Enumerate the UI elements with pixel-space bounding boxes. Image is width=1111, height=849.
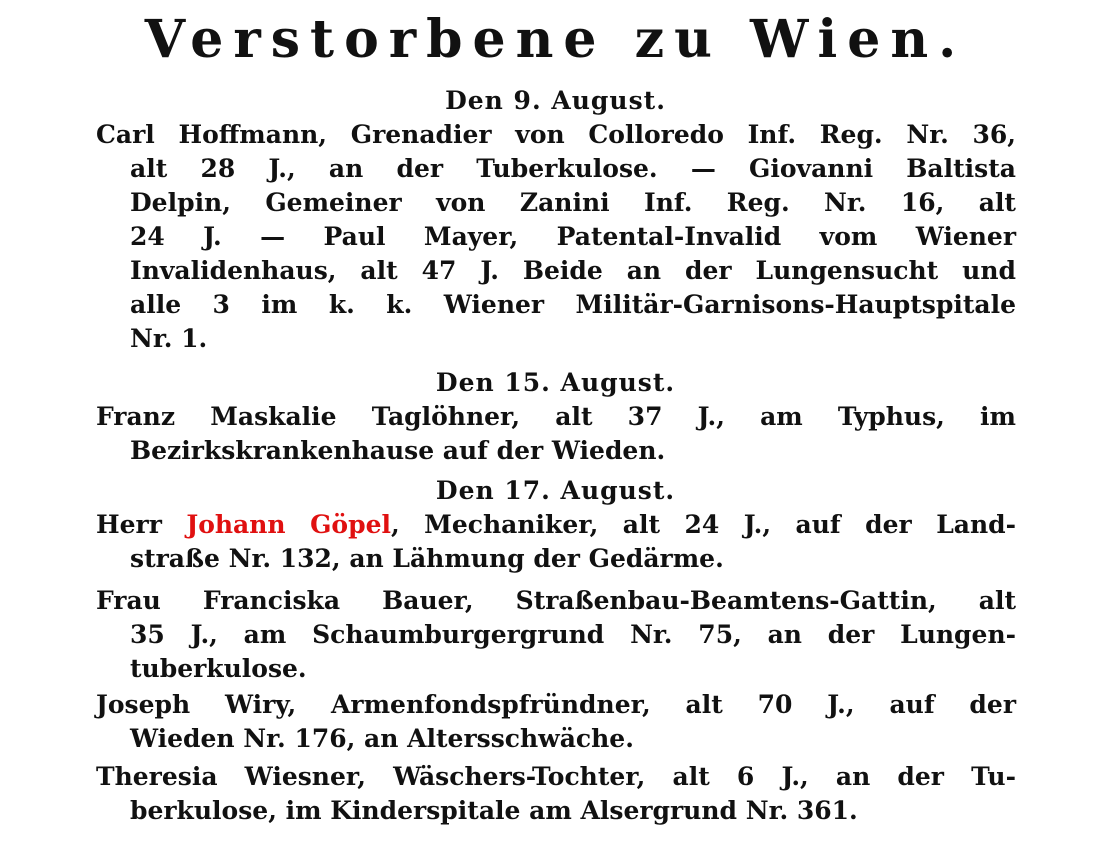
date-heading-17-august: Den 17. August. [435,476,676,505]
entry-line: Theresia Wiesner, Wäschers-Tochter, alt 6 J., an der Tu- [96,762,1016,791]
entry-line: straße Nr. 132, an Lähmung der Gedärme. [130,544,724,573]
entry-line-gopel [96,508,1016,542]
entry-rest: , Mechaniker, alt 24 J., auf der Land- [390,510,1017,539]
entry-line: berkulose, im Kinderspitale am Alsergrund Nr. 361. [130,796,858,825]
entry-line: alle 3 im k. k. Wiener Militär-Garnisons-Hauptspitale [130,290,1016,319]
entry-line: Franz Maskalie Taglöhner, alt 37 J., am Typhus, im [96,402,1016,431]
entry-line: Frau Franciska Bauer, Straßenbau-Beamtens-Gattin, alt [96,586,1016,615]
date-heading-15-august: Den 15. August. [435,368,676,397]
entry-line: Delpin, Gemeiner von Zanini Inf. Reg. Nr. 16, alt [130,188,1016,217]
page-title: Verstorbene zu Wien. [144,9,967,70]
entry-line: 35 J., am Schaumburgergrund Nr. 75, an der Lungen- [130,620,1016,649]
date-heading-9-august: Den 9. August. [445,86,666,115]
entry-line: 24 J. — Paul Mayer, Patental-Invalid vom Wiener [130,222,1016,251]
entry-line: Wieden Nr. 176, an Altersschwäche. [130,724,634,753]
entry-line: tuberkulose. [130,654,307,683]
entry-line: alt 28 J., an der Tuberkulose. — Giovanni Baltista [130,154,1016,183]
entry-line: Carl Hoffmann, Grenadier von Colloredo Inf. Reg. Nr. 36, [96,120,1016,149]
entry-line: Bezirkskrankenhause auf der Wieden. [130,436,666,465]
entry-prefix: Herr [96,510,187,539]
entry-line: Joseph Wiry, Armenfondspfründner, alt 70 J., auf der [96,690,1016,719]
entry-line: Invalidenhaus, alt 47 J. Beide an der Lungensucht und [130,256,1016,285]
entry-line: Nr. 1. [130,324,208,353]
highlighted-name: Johann Göpel [186,510,391,539]
